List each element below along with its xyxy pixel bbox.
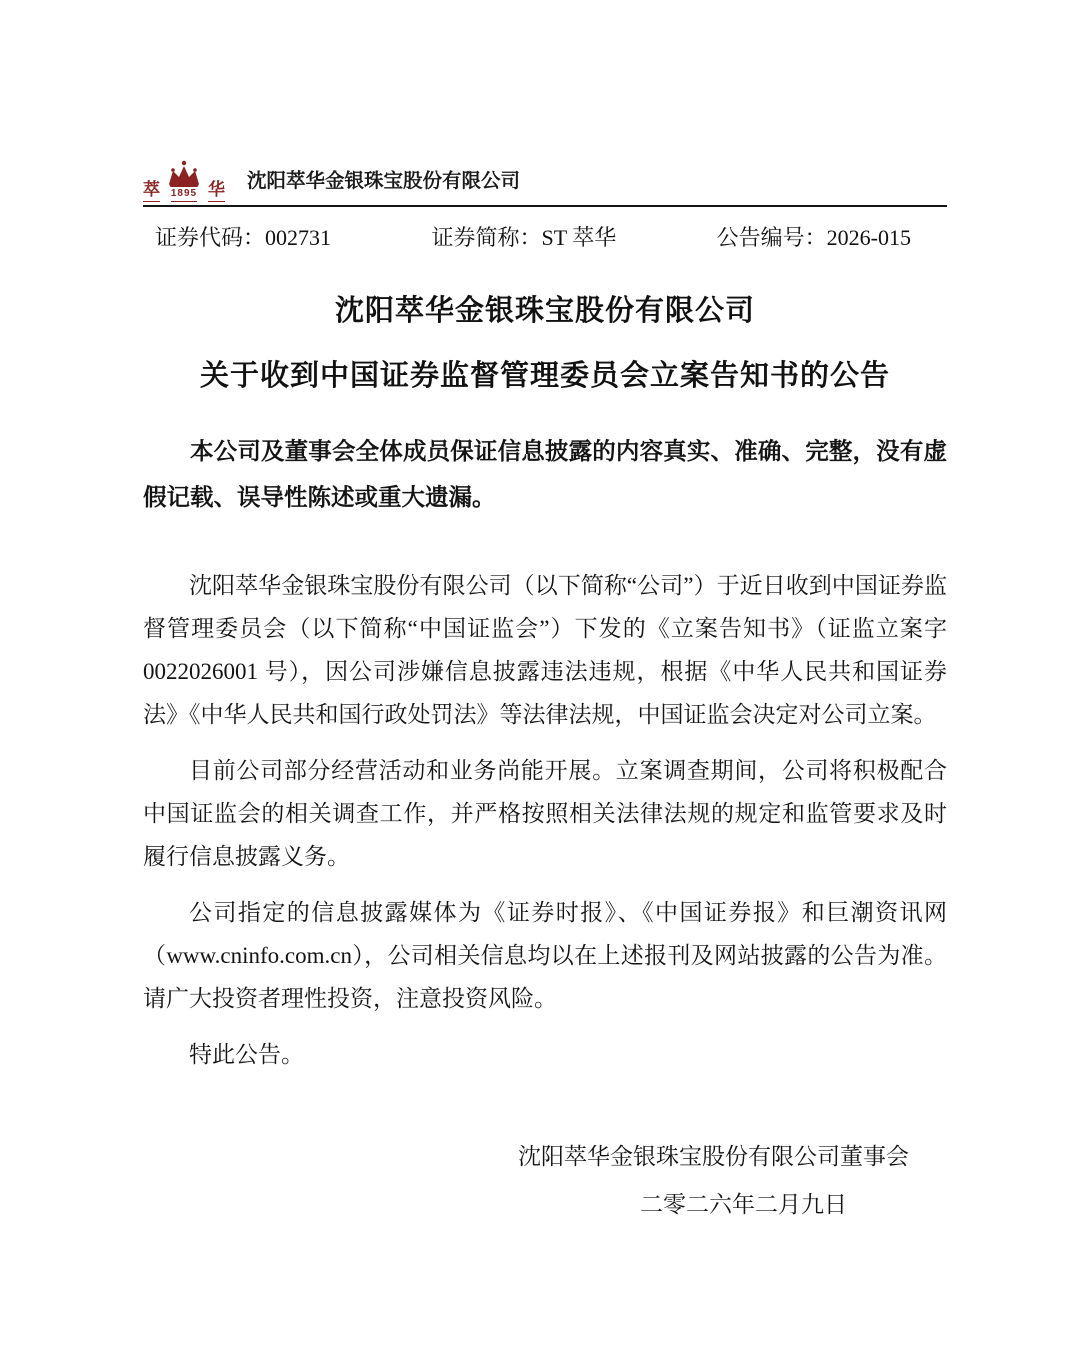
body-paragraph-1: 沈阳萃华金银珠宝股份有限公司（以下简称“公司”）于近日收到中国证券监督管理委员会（以下简称“中国证监会”）下发的《立案告知书》（证监立案字 0022026001 号），因公司涉嫌信息披露违法违规，根据《中华人民共和国证券法》《中华人民共和国行政处罚法》等法律法规，中国证监会决定对公司立案。 xyxy=(143,573,947,727)
logo-right-char: 华 xyxy=(208,181,225,202)
body-paragraph-3: 公司指定的信息披露媒体为《证券时报》、《中国证券报》和巨潮资讯网（www.cninfo.com.cn），公司相关信息均以在上述报刊及网站披露的公告为准。请广大投资者理性投资，注意投资风险。 xyxy=(143,900,947,1011)
signature-date: 二零二六年二月九日 xyxy=(640,1192,847,1217)
logo-year: 1895 xyxy=(171,189,197,202)
body-paragraph-2: 目前公司部分经营活动和业务尚能开展。立案调查期间，公司将积极配合中国证监会的相关调查工作，并严格按照相关法律法规的规定和监管要求及时履行信息披露义务。 xyxy=(143,758,947,869)
signature-company: 沈阳萃华金银珠宝股份有限公司董事会 xyxy=(518,1144,909,1169)
stock-abbr: 证券简称：ST 萃华 xyxy=(431,225,617,250)
company-logo xyxy=(143,160,225,202)
brand-header xyxy=(143,146,947,202)
document-title-company: 沈阳萃华金银珠宝股份有限公司 xyxy=(334,295,755,327)
closing-line: 特此公告。 xyxy=(189,1042,304,1067)
stock-code: 证券代码：002731 xyxy=(155,225,332,250)
company-name: 沈阳萃华金银珠宝股份有限公司 xyxy=(247,170,521,192)
logo-left-char: 萃 xyxy=(143,181,160,202)
crown-icon xyxy=(164,160,204,188)
disclaimer-paragraph: 本公司及董事会全体成员保证信息披露的内容真实、准确、完整，没有虚假记载、误导性陈述或重大遗漏。 xyxy=(143,438,947,510)
document-title-subject: 关于收到中国证券监督管理委员会立案告知书的公告 xyxy=(199,360,890,392)
header-divider xyxy=(143,205,947,207)
announcement-number: 公告编号：2026-015 xyxy=(716,225,911,250)
info-bar xyxy=(143,221,947,252)
